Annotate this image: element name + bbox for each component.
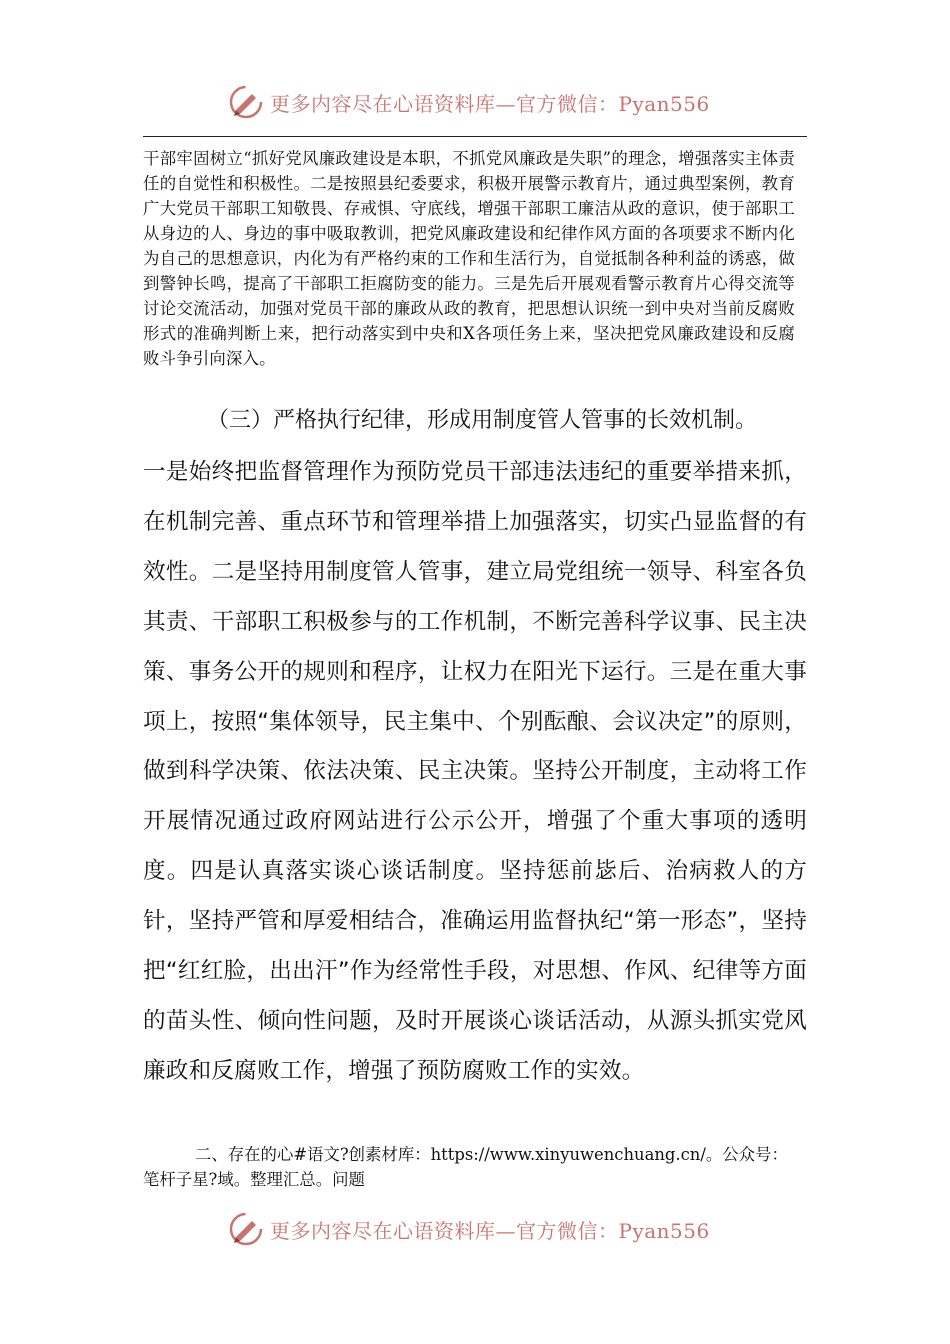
footer-banner (228, 1209, 728, 1249)
banner-dash: — (495, 91, 516, 116)
banner-wechat-id: Pyan556 (618, 91, 710, 116)
banner-text (270, 88, 710, 117)
banner-wechat-label: 官方微信： (516, 91, 619, 116)
banner-main-text: 更多内容尽在心语资料库 (270, 1218, 496, 1243)
pen-logo-icon (228, 1211, 264, 1247)
body-paragraph-1: 干部牢固树立“抓好党风廉政建设是本职，不抓党风廉政是失职”的理念，增强落实主体责任的自觉性和积极性。二是按照县纪委要求，积极开展警示教育片，通过典型案例，教育广大党员干部职工知敬畏、存戒惧、守底线，增强干部职工廉洁从政的意识，使于部职工从身边的人、身边的事中吸取教训，把党风廉政建设和纪律作风方面的各项要求不断内化为自己的思想意识，内化为有严格约束的工作和生活行为，自觉抵制各种利益的诱惑，做到警钟长鸣，提高了干部职工拒腐防变的能力。三是先后开展观看警示教育片心得交流等讨论交流活动，加强对党员干部的廉政从政的教育，把思想认识统一到中央对当前反腐败形式的准确判断上来，把行动落实到中央和X各项任务上来，坚决把党风廉政建设和反腐败斗争引向深入。 (143, 149, 795, 368)
banner-dash: — (495, 1218, 516, 1243)
header-banner (228, 82, 728, 122)
banner-wechat-label: 官方微信： (516, 1218, 619, 1243)
pen-logo-icon (228, 84, 264, 120)
body-paragraph-2: 一是始终把监督管理作为预防党员干部违法违纪的重要举措来抓，在机制完善、重点环节和管理举措上加强落实，切实凸显监督的有效性。二是坚持用制度管人管事，建立局党组统一领导、科室各负其责、干部职工积极参与的工作机制，不断完善科学议事、民主决策、事务公开的规则和程序，让权力在阳光下运行。三是在重大事项上，按照“集体领导，民主集中、个别酝酿、会议决定”的原则，做到科学决策、依法决策、民主决策。坚持公开制度，主动将工作开展情况通过政府网站进行公示公开，增强了个重大事项的透明度。四是认真落实谈心谈话制度。坚持惩前毖后、治病救人的方针，坚持严管和厚爱相结合，准确运用监督执纪“第一形态”，坚持把“红红脸，出出汗”作为经常性手段，对思想、作风、纪律等方面的苗头性、倾向性问题，及时开展谈心谈话活动，从源头抓实党风廉政和反腐败工作，增强了预防腐败工作的实效。 (143, 459, 807, 1084)
body-paragraph-3: 二、存在的心#语文?创素材库：https://www.xinyuwenchuang.cn/。公众号：笔杆子星?域。整理汇总。问题 (143, 1145, 788, 1189)
banner-wechat-id: Pyan556 (618, 1218, 710, 1243)
banner-text (270, 1215, 710, 1244)
section-heading: （三）严格执行纪律，形成用制度管人管事的长效机制。 (207, 408, 758, 433)
header-divider (143, 136, 807, 137)
banner-main-text: 更多内容尽在心语资料库 (270, 91, 496, 116)
